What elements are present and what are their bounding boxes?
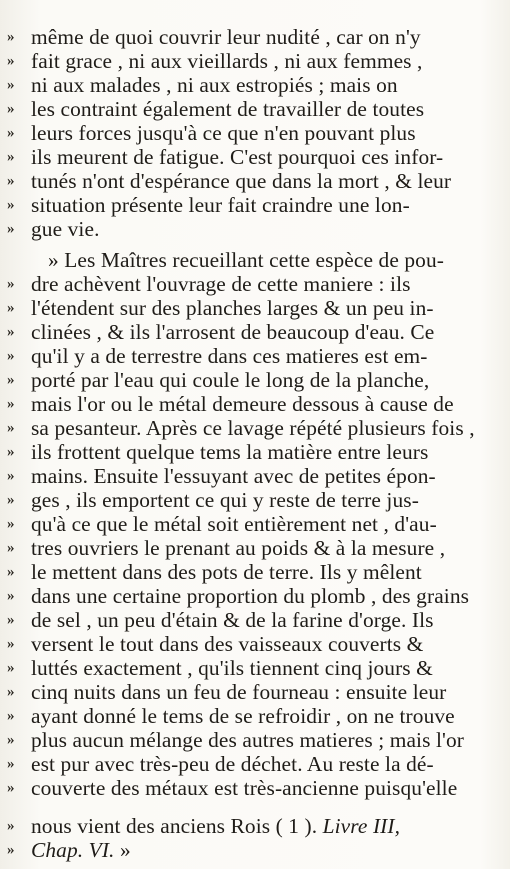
text-line bbox=[0, 367, 510, 393]
line-text: ayant donné le tems de se refroidir , on ne trouve bbox=[31, 704, 455, 728]
guillemet-mark: » bbox=[7, 372, 15, 388]
line-text: mais l'or ou le métal demeure dessous à cause de bbox=[31, 392, 454, 416]
line-text: ils meurent de fatigue. C'est pourquoi ces infor- bbox=[31, 145, 444, 169]
guillemet-mark: » bbox=[7, 818, 15, 834]
text-line bbox=[0, 463, 510, 489]
line-text: » Les Maîtres recueillant cette espèce de pou- bbox=[48, 248, 444, 272]
text-line bbox=[0, 703, 510, 729]
line-text: même de quoi couvrir leur nudité , car on n'y bbox=[31, 25, 421, 49]
line-text-roman: nous vient des anciens Rois ( 1 ). bbox=[31, 814, 323, 838]
text-line bbox=[0, 168, 510, 194]
line-text: luttés exactement , qu'ils tiennent cinq jours & bbox=[31, 656, 433, 680]
guillemet-mark: » bbox=[7, 396, 15, 412]
guillemet-mark: » bbox=[7, 53, 15, 69]
guillemet-mark: » bbox=[7, 636, 15, 652]
guillemet-mark: » bbox=[7, 324, 15, 340]
guillemet-mark: » bbox=[7, 29, 15, 45]
line-text: est pur avec très-peu de déchet. Au reste la dé- bbox=[31, 752, 434, 776]
text-line bbox=[0, 607, 510, 633]
text-line bbox=[0, 120, 510, 146]
line-text: qu'il y a de terrestre dans ces matieres est em- bbox=[31, 344, 428, 368]
guillemet-mark: » bbox=[7, 660, 15, 676]
guillemet-mark: » bbox=[7, 173, 15, 189]
text-line bbox=[0, 655, 510, 681]
line-text: leurs forces jusqu'à ce que n'en pouvant plus bbox=[31, 121, 416, 145]
line-text: plus aucun mélange des autres matieres ; mais l'or bbox=[31, 728, 464, 752]
line-text: gue vie. bbox=[31, 217, 100, 241]
line-text bbox=[31, 813, 400, 839]
text-line bbox=[0, 631, 510, 657]
text-line bbox=[0, 837, 510, 863]
closing-quote: » bbox=[114, 838, 131, 862]
line-text: ils frottent quelque tems la matière entre leurs bbox=[31, 440, 429, 464]
guillemet-mark: » bbox=[7, 564, 15, 580]
text-line bbox=[0, 24, 510, 50]
line-text: ges , ils emportent ce qui y reste de terre jus- bbox=[31, 488, 419, 512]
text-line bbox=[0, 439, 510, 465]
text-line bbox=[0, 48, 510, 74]
line-text bbox=[31, 837, 131, 863]
line-text: versent le tout dans des vaisseaux couverts & bbox=[31, 632, 424, 656]
text-line bbox=[0, 751, 510, 777]
text-line bbox=[0, 343, 510, 369]
text-line bbox=[0, 216, 510, 242]
text-line bbox=[0, 487, 510, 513]
text-line bbox=[0, 775, 510, 801]
line-text: situation présente leur fait craindre une lon- bbox=[31, 193, 410, 217]
line-text: mains. Ensuite l'essuyant avec de petites épon- bbox=[31, 464, 436, 488]
guillemet-mark: » bbox=[7, 780, 15, 796]
line-text: les contraint également de travailler de toutes bbox=[31, 97, 425, 121]
guillemet-mark: » bbox=[7, 125, 15, 141]
text-line bbox=[0, 295, 510, 321]
guillemet-mark: » bbox=[7, 708, 15, 724]
text-line bbox=[0, 192, 510, 218]
guillemet-mark: » bbox=[7, 468, 15, 484]
line-text: couverte des métaux est très-ancienne puisqu'elle bbox=[31, 776, 458, 800]
guillemet-mark: » bbox=[7, 77, 15, 93]
guillemet-mark: » bbox=[7, 197, 15, 213]
chapter-reference: Chap. VI. bbox=[31, 838, 115, 862]
paragraph-first-line bbox=[0, 247, 510, 273]
text-line bbox=[0, 144, 510, 170]
line-text: qu'à ce que le métal soit entièrement net , d'au- bbox=[31, 512, 437, 536]
text-line bbox=[0, 391, 510, 417]
line-text: tunés n'ont d'espérance que dans la mort , & leur bbox=[31, 169, 452, 193]
line-text: ni aux malades , ni aux estropiés ; mais on bbox=[31, 73, 398, 97]
text-line bbox=[0, 72, 510, 98]
line-text: porté par l'eau qui coule le long de la planche, bbox=[31, 368, 430, 392]
guillemet-mark: » bbox=[7, 420, 15, 436]
guillemet-mark: » bbox=[7, 732, 15, 748]
text-line bbox=[0, 415, 510, 441]
text-line bbox=[0, 727, 510, 753]
guillemet-mark: » bbox=[7, 101, 15, 117]
guillemet-mark: » bbox=[7, 221, 15, 237]
guillemet-mark: » bbox=[7, 612, 15, 628]
line-text: l'étendent sur des planches larges & un peu in- bbox=[31, 296, 434, 320]
line-text: dre achèvent l'ouvrage de cette maniere : ils bbox=[31, 272, 411, 296]
text-line bbox=[0, 679, 510, 705]
line-text: dans une certaine proportion du plomb , des grains bbox=[31, 584, 470, 608]
text-line bbox=[0, 559, 510, 585]
text-line bbox=[0, 96, 510, 122]
guillemet-mark: » bbox=[7, 540, 15, 556]
text-line bbox=[0, 319, 510, 345]
text-line bbox=[0, 813, 510, 839]
text-line bbox=[0, 511, 510, 537]
line-text: le mettent dans des pots de terre. Ils y mêlent bbox=[31, 560, 422, 584]
guillemet-mark: » bbox=[7, 842, 15, 858]
guillemet-mark: » bbox=[7, 348, 15, 364]
guillemet-mark: » bbox=[7, 300, 15, 316]
book-reference: Livre III, bbox=[322, 814, 401, 838]
guillemet-mark: » bbox=[7, 588, 15, 604]
guillemet-mark: » bbox=[7, 756, 15, 772]
guillemet-mark: » bbox=[7, 276, 15, 292]
line-text: tres ouvriers le prenant au poids & à la mesure , bbox=[31, 536, 446, 560]
text-line bbox=[0, 535, 510, 561]
line-text: fait grace , ni aux vieillards , ni aux femmes , bbox=[31, 49, 423, 73]
guillemet-mark: » bbox=[7, 516, 15, 532]
line-text: de sel , un peu d'étain & de la farine d'orge. Ils bbox=[31, 608, 434, 632]
guillemet-mark: » bbox=[7, 684, 15, 700]
guillemet-mark: » bbox=[7, 444, 15, 460]
guillemet-mark: » bbox=[7, 492, 15, 508]
guillemet-mark: » bbox=[7, 149, 15, 165]
line-text: clinées , & ils l'arrosent de beaucoup d'eau. Ce bbox=[31, 320, 435, 344]
line-text: cinq nuits dans un feu de fourneau : ensuite leur bbox=[31, 680, 447, 704]
text-line bbox=[0, 583, 510, 609]
text-line bbox=[0, 271, 510, 297]
line-text: sa pesanteur. Après ce lavage répété plusieurs fois , bbox=[31, 416, 475, 440]
